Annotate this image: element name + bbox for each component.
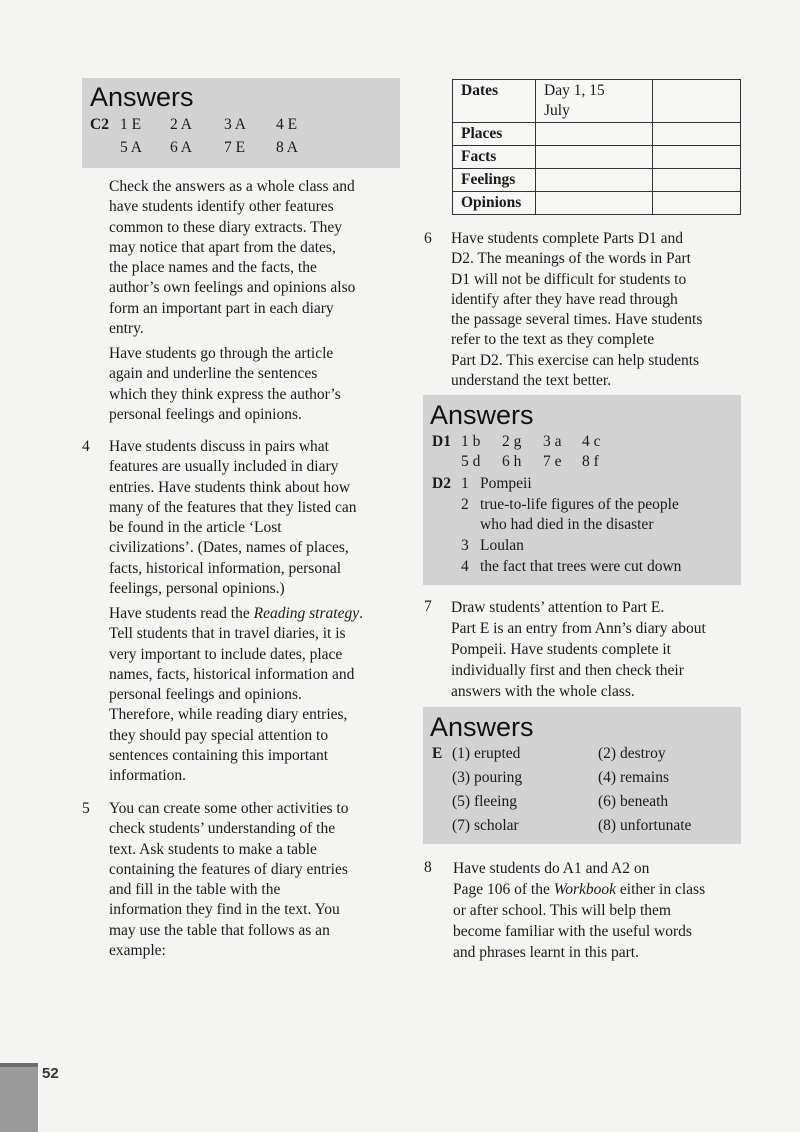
text-line: Part D2. This exercise can help students: [451, 351, 700, 369]
text-line: D2. The meanings of the words in Part: [451, 250, 691, 268]
item-4-text: [109, 437, 409, 599]
text-span: either in class: [616, 881, 706, 898]
text-line: information.: [109, 767, 187, 785]
answer-item: 4 c: [582, 433, 601, 450]
text-line: text. Ask students to make a table: [109, 840, 317, 858]
text-line: containing the features of diary entries: [109, 860, 348, 878]
text-line: they should pay special attention to: [109, 726, 329, 744]
answer-item: 1 E: [120, 116, 142, 133]
answer-item: (7) scholar: [452, 817, 519, 834]
table-cell: [653, 192, 741, 215]
text-line: may use the table that follows as an: [109, 921, 330, 939]
text-span: Have students read the: [109, 605, 254, 622]
table-cell: [536, 123, 653, 146]
text-line: Tell students that in travel diaries, it is: [109, 625, 346, 643]
text-line: feelings, personal opinions.): [109, 580, 285, 598]
table-row: [453, 80, 741, 123]
answer-item: 8 A: [276, 139, 298, 156]
table-cell: [653, 80, 741, 123]
text-line: Have students complete Parts D1 and: [451, 230, 684, 247]
text-line: example:: [109, 942, 166, 960]
item-8-text: [453, 858, 753, 963]
answer-item: 7 E: [224, 139, 246, 156]
paragraph-check-answers: [109, 177, 409, 339]
answer-item: 3 a: [543, 433, 562, 450]
text-line: [453, 879, 753, 900]
text-line: author’s own feelings and opinions also: [109, 279, 356, 297]
text-line: answers with the whole class.: [451, 683, 635, 700]
text-line: personal feelings and opinions.: [109, 405, 302, 423]
text-line: Have students discuss in pairs what: [109, 438, 329, 455]
answer-label: E: [432, 745, 443, 762]
table-row: [453, 146, 741, 169]
answers-row: [432, 451, 732, 473]
text-line: or after school. This will belp them: [453, 902, 671, 919]
text-line: personal feelings and opinions.: [109, 686, 302, 704]
answer-item: 7 e: [543, 453, 562, 470]
answer-item: (5) fleeing: [452, 793, 517, 810]
answer-item: Loulan: [480, 537, 524, 554]
paragraph-underline: [109, 344, 409, 425]
answer-item: 2 g: [502, 433, 522, 450]
table-row-header: Opinions: [453, 192, 536, 215]
answer-item: 8 f: [582, 453, 599, 470]
answer-item: the fact that trees were cut down: [480, 558, 682, 575]
text-line: sentences containing this important: [109, 747, 329, 765]
text-line: and fill in the table with the: [109, 881, 281, 899]
answers-row: [432, 473, 732, 495]
cell-text: July: [544, 102, 570, 119]
text-line: and phrases learnt in this part.: [453, 944, 639, 961]
workbook-title: Workbook: [553, 881, 617, 898]
answer-item: true-to-life figures of the people: [480, 496, 679, 513]
answers-title: Answers: [430, 712, 534, 742]
table-cell: [653, 123, 741, 146]
text-line: entry.: [109, 320, 144, 338]
item-4-reading-strategy: [109, 604, 409, 787]
answer-item: 6 h: [502, 453, 522, 470]
page-edge-tab: [0, 1063, 38, 1132]
text-line: common to these diary extracts. They: [109, 218, 343, 236]
answer-item: who had died in the disaster: [480, 516, 654, 533]
text-line: refer to the text as they complete: [451, 331, 655, 349]
text-line: the passage several times. Have students: [451, 311, 703, 329]
answers-box-d: [423, 395, 741, 585]
item-number: 5: [82, 800, 90, 817]
answer-number: 2: [461, 496, 469, 513]
item-number: 6: [424, 230, 432, 247]
text-line: Draw students’ attention to Part E.: [451, 599, 665, 616]
answer-number: 1: [461, 475, 469, 492]
answers-row: [432, 767, 732, 789]
answers-row: [432, 556, 732, 578]
text-line: identify after they have read through: [451, 290, 678, 308]
answer-item: (6) beneath: [598, 793, 669, 810]
cell-text: Day 1, 15: [544, 82, 605, 99]
text-line: [109, 604, 409, 624]
text-line: Have students do A1 and A2 on: [453, 860, 650, 877]
item-number: 8: [424, 859, 432, 876]
answers-title: Answers: [90, 82, 194, 112]
text-line: Therefore, while reading diary entries,: [109, 706, 348, 724]
text-line: very important to include dates, place: [109, 645, 343, 663]
answers-box-c2: [82, 78, 400, 168]
answer-item: 5 d: [461, 453, 481, 470]
page-edge-tab-rule: [0, 1063, 38, 1067]
text-line: be found in the article ‘Lost: [109, 519, 282, 537]
text-line: understand the text better.: [451, 372, 612, 390]
answer-item: 5 A: [120, 139, 142, 156]
text-line: many of the features that they listed can: [109, 498, 357, 516]
answer-item: (8) unfortunate: [598, 817, 692, 834]
text-line: check students’ understanding of the: [109, 820, 336, 838]
text-line: civilizations’. (Dates, names of places,: [109, 539, 349, 557]
page-number: 52: [42, 1065, 59, 1082]
answers-title: Answers: [430, 400, 534, 430]
answers-row: [90, 114, 390, 136]
answer-label: D2: [432, 475, 451, 492]
answer-item: 1 b: [461, 433, 481, 450]
answer-item: (2) destroy: [598, 745, 666, 762]
text-line: features are usually included in diary: [109, 458, 339, 476]
table-cell: [536, 146, 653, 169]
item-number: 7: [424, 598, 432, 615]
item-5-text: [109, 799, 409, 961]
answer-label: C2: [90, 116, 109, 133]
table-row-header: Places: [453, 123, 536, 146]
table-row: [453, 192, 741, 215]
answer-label: D1: [432, 433, 451, 450]
table-cell: [653, 169, 741, 192]
answer-item: (3) pouring: [452, 769, 523, 786]
text-line: facts, historical information, personal: [109, 559, 342, 577]
reading-strategy-title: Reading strategy: [253, 605, 360, 622]
text-line: Check the answers as a whole class and: [109, 178, 355, 195]
text-line: become familiar with the useful words: [453, 923, 692, 940]
text-span: Page 106 of the: [453, 881, 554, 898]
answers-row: [432, 535, 732, 557]
answers-row: [432, 815, 732, 837]
text-line: information they find in the text. You: [109, 901, 340, 919]
table-cell: [536, 80, 653, 123]
text-line: You can create some other activities to: [109, 800, 349, 817]
answer-item: 2 A: [170, 116, 192, 133]
answers-row: [432, 791, 732, 813]
text-line: Pompeii. Have students complete it: [451, 641, 671, 658]
text-line: form an important part in each diary: [109, 299, 334, 317]
answers-box-e: [423, 707, 741, 844]
table-row: [453, 169, 741, 192]
answers-row: [432, 743, 732, 765]
answers-row: [432, 514, 732, 536]
text-line: individually first and then check their: [451, 662, 684, 679]
answer-item: 3 A: [224, 116, 246, 133]
text-line: D1 will not be difficult for students to: [451, 270, 687, 288]
answer-item: (1) erupted: [452, 745, 521, 762]
text-line: entries. Have students think about how: [109, 478, 351, 496]
answers-row: [432, 431, 732, 453]
text-line: the place names and the facts, the: [109, 259, 317, 277]
answer-number: 3: [461, 537, 469, 554]
answer-item: 6 A: [170, 139, 192, 156]
table-cell: [653, 146, 741, 169]
answers-row: [432, 494, 732, 516]
answer-item: 4 E: [276, 116, 298, 133]
diary-features-table: [452, 79, 741, 215]
item-7-text: [451, 597, 751, 702]
table-cell: [536, 169, 653, 192]
item-6-text: [451, 229, 751, 391]
table-cell: [536, 192, 653, 215]
text-line: have students identify other features: [109, 198, 334, 216]
text-line: Have students go through the article: [109, 345, 334, 362]
answer-item: (4) remains: [598, 769, 670, 786]
answer-number: 4: [461, 558, 469, 575]
text-line: names, facts, historical information and: [109, 665, 355, 683]
table-row-header: Dates: [453, 80, 536, 123]
text-line: which they think express the author’s: [109, 385, 341, 403]
text-line: may notice that apart from the dates,: [109, 238, 336, 256]
item-number: 4: [82, 438, 90, 455]
table-row: [453, 123, 741, 146]
text-line: Part E is an entry from Ann’s diary about: [451, 620, 706, 637]
answers-row: [90, 137, 390, 159]
text-span: .: [359, 605, 363, 622]
table-row-header: Facts: [453, 146, 536, 169]
text-line: again and underline the sentences: [109, 365, 318, 383]
answer-item: Pompeii: [480, 475, 532, 492]
table-row-header: Feelings: [453, 169, 536, 192]
